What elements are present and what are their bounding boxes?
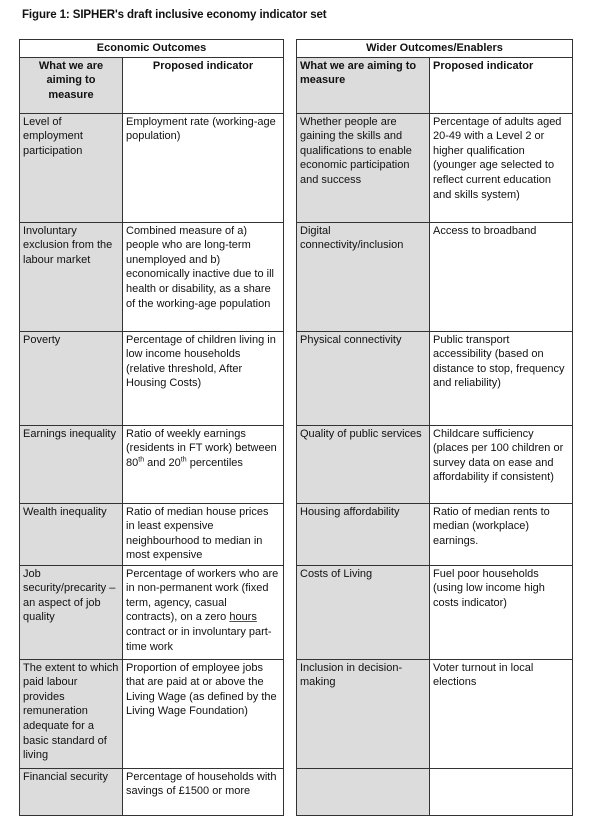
indicator-cell: Employment rate (working-age population) (123, 113, 284, 222)
measure-cell: Earnings inequality (20, 425, 123, 503)
table-row (20, 113, 284, 222)
indicator-underlined-word: hours (229, 611, 257, 624)
indicator-cell: Ratio of median house prices in least expensive neighbourhood to median in most expensive (123, 503, 284, 565)
measure-cell (297, 768, 430, 815)
indicator-cell: Fuel poor households (using low income high costs indicator) (430, 565, 573, 659)
table-row (20, 659, 284, 768)
column-header-indicator: Proposed indicator (123, 57, 284, 113)
wider-outcomes-table (296, 39, 573, 816)
measure-cell: Involuntary exclusion from the labour market (20, 222, 123, 331)
indicator-text: contract or in involuntary part-time work (126, 625, 272, 653)
table-row (20, 331, 284, 425)
table-row (297, 503, 573, 565)
indicator-cell: Percentage of children living in low income households (relative threshold, After Housing Costs) (123, 331, 284, 425)
column-header-measure: What we are aiming to measure (20, 57, 123, 113)
measure-cell: Job security/precarity – an aspect of job quality (20, 565, 123, 659)
table-row (297, 425, 573, 503)
measure-cell: Digital connectivity/inclusion (297, 222, 430, 331)
indicator-text: Ratio of weekly earnings (residents in FT work) between 80 (126, 427, 277, 469)
indicator-cell: Percentage of adults aged 20-49 with a Level 2 or higher qualification (younger age selected to reflect current education and skills system) (430, 113, 573, 222)
measure-cell: Inclusion in decision-making (297, 659, 430, 768)
measure-cell: Costs of Living (297, 565, 430, 659)
indicator-cell: Public transport accessibility (based on distance to stop, frequency and reliability) (430, 331, 573, 425)
indicator-cell: Access to broadband (430, 222, 573, 331)
table-row (20, 222, 284, 331)
economic-outcomes-table (19, 39, 284, 816)
measure-cell: Level of employment participation (20, 113, 123, 222)
table-row (20, 503, 284, 565)
table-row (20, 768, 284, 815)
indicator-cell: Voter turnout in local elections (430, 659, 573, 768)
indicator-text: percentiles (186, 456, 243, 469)
measure-cell: Whether people are gaining the skills and qualifications to enable economic participation and success (297, 113, 430, 222)
table-row (297, 113, 573, 222)
table-row (297, 565, 573, 659)
measure-cell: Poverty (20, 331, 123, 425)
table-row (297, 222, 573, 331)
table-row (297, 768, 573, 815)
indicator-text: and 20 (144, 456, 181, 469)
superscript-th: th (138, 456, 145, 464)
indicator-cell: Proportion of employee jobs that are paid at or above the Living Wage (as defined by the Living Wage Foundation) (123, 659, 284, 768)
table-row (297, 331, 573, 425)
indicator-cell: Ratio of median rents to median (workplace) earnings. (430, 503, 573, 565)
table-row (20, 565, 284, 659)
table-row (20, 425, 284, 503)
measure-cell: Quality of public services (297, 425, 430, 503)
column-header-indicator: Proposed indicator (430, 57, 573, 113)
measure-cell: Physical connectivity (297, 331, 430, 425)
measure-cell: Housing affordability (297, 503, 430, 565)
column-header-measure: What we are aiming to measure (297, 57, 430, 113)
measure-cell: The extent to which paid labour provides remuneration adequate for a basic standard of living (20, 659, 123, 768)
group-header-economic: Economic Outcomes (20, 40, 284, 58)
indicator-cell (123, 565, 284, 659)
indicator-text: Percentage of workers who are in non-permanent work (fixed term, agency, casual contracts), on a zero (126, 567, 279, 624)
indicator-cell (123, 425, 284, 503)
measure-cell: Wealth inequality (20, 503, 123, 565)
figure-title: Figure 1: SIPHER's draft inclusive economy indicator set (22, 9, 327, 21)
indicator-cell: Childcare sufficiency (places per 100 children or survey data on ease and affordability if consistent) (430, 425, 573, 503)
indicator-cell: Percentage of households with savings of £1500 or more (123, 768, 284, 815)
group-header-wider: Wider Outcomes/Enablers (297, 40, 573, 58)
table-row (297, 659, 573, 768)
measure-cell: Financial security (20, 768, 123, 815)
superscript-th: th (180, 456, 187, 464)
indicator-cell: Combined measure of a) people who are long-term unemployed and b) economically inactive due to ill health or disability, as a share of the working-age population (123, 222, 284, 331)
indicator-cell (430, 768, 573, 815)
